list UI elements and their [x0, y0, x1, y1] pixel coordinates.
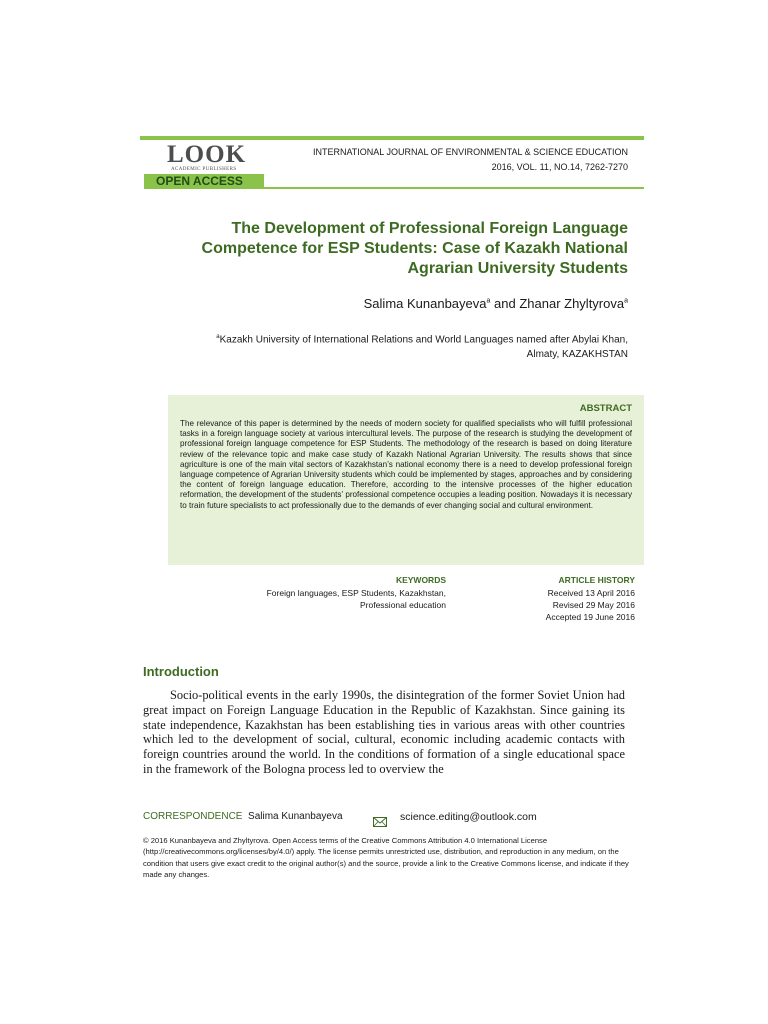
journal-name: INTERNATIONAL JOURNAL OF ENVIRONMENTAL & SCIENCE EDUCATION: [312, 147, 628, 157]
journal-issue: 2016, VOL. 11, NO.14, 7262-7270: [491, 162, 628, 172]
correspondence-name: Salima Kunanbayeva: [248, 811, 343, 822]
introduction-body: [143, 688, 625, 777]
open-access-badge: OPEN ACCESS: [144, 174, 264, 189]
title-line: Competence for ESP Students: Case of Kazakh National: [201, 240, 628, 257]
journal-info: [313, 145, 628, 175]
affiliation-line: Almaty, KAZAKHSTAN: [526, 349, 628, 361]
abstract-text: The relevance of this paper is determined by the needs of modern society for qualified specialists who will fulfill professional tasks in a foreign language society at various intercultural levels. The purpose of the research is studying the development of professional foreign language competence for ESP Students. The methodology of the research is based on doing literature review of the relevance topic and make case study of Kazakh National Agrarian University. The results shows that since agriculture is one of the main vital sectors of Kazakhstan’s national economy there is a need to develop professional foreign language competence of Agrarian University students which could be implemented by stages, approaches and by considering the content of foreign language education. Therefore, according to the intensive processes of the higher education reformation, the development of the students’ professional competence occupies a leading position. Nowadays it is necessary to train future specialists to act professionally due to the demands of ever changing social and cultural environment.: [180, 419, 632, 510]
history-accepted: Accepted 19 June 2016: [545, 612, 635, 622]
author-affiliation-mark: a: [486, 297, 491, 305]
keywords-section: [216, 574, 446, 611]
author-name: Salima Kunanbayeva: [363, 296, 487, 311]
keywords-line: Foreign languages, ESP Students, Kazakhstan,: [266, 588, 446, 598]
article-title: [148, 219, 628, 279]
abstract-heading: ABSTRACT: [579, 403, 632, 414]
publisher-logo: [167, 143, 247, 175]
license-notice: © 2016 Kunanbayeva and Zhyltyrova. Open Access terms of the Creative Commons Attribution 4.0 International License (http://creativecommons.org/licenses/by/4.0/) apply. The license permits unrestricted use, distribution, and reproduction in any medium, on the condition that users give exact credit to the original author(s) and the source, provide a link to the Creative Commons license, and indicate if they made any changes.: [143, 836, 629, 879]
envelope-icon: [373, 817, 387, 827]
abstract-box: [168, 395, 644, 565]
correspondence-line: [143, 811, 343, 822]
affiliation-mark: a: [216, 334, 220, 340]
author-conjunction: and: [490, 296, 520, 311]
history-received: Received 13 April 2016: [547, 588, 635, 598]
author-name: Zhanar Zhyltyrova: [519, 296, 625, 311]
logo-wordmark: LOOK: [167, 141, 247, 168]
title-line: Agrarian University Students: [407, 260, 628, 277]
logo-subtitle: ACADEMIC PUBLISHERS: [171, 167, 237, 172]
keywords-line: Professional education: [359, 600, 446, 610]
affiliation-line: Kazakh University of International Relations and World Languages named after Abylai Khan,: [219, 334, 628, 346]
body-paragraph: Socio-political events in the early 1990s, the disintegration of the former Soviet Union had great impact on Foreign Language Education in the Republic of Kazakhstan. Since gaining its state independence, Kazakhstan has been establishing ties in various areas with other countries which led to the development of social, cultural, economic including academic contacts with foreign countries around the world. In the conditions of formation of a single educational space in the framework of the Bologna process led to overview the: [143, 688, 625, 776]
author-affiliation-mark: a: [624, 297, 628, 305]
affiliation: [128, 330, 628, 362]
title-line: The Development of Professional Foreign Language: [231, 220, 628, 237]
correspondence-label: CORRESPONDENCE: [143, 811, 243, 822]
header-top-rule: [140, 136, 644, 140]
header-bottom-rule: [264, 187, 644, 189]
article-history-heading: ARTICLE HISTORY: [558, 575, 635, 585]
introduction-heading: Introduction: [143, 664, 219, 679]
article-history-section: [475, 574, 635, 623]
history-revised: Revised 29 May 2016: [552, 600, 635, 610]
author-list: [364, 296, 628, 311]
keywords-heading: KEYWORDS: [395, 575, 446, 585]
correspondence-email-link[interactable]: science.editing@outlook.com: [400, 811, 537, 823]
